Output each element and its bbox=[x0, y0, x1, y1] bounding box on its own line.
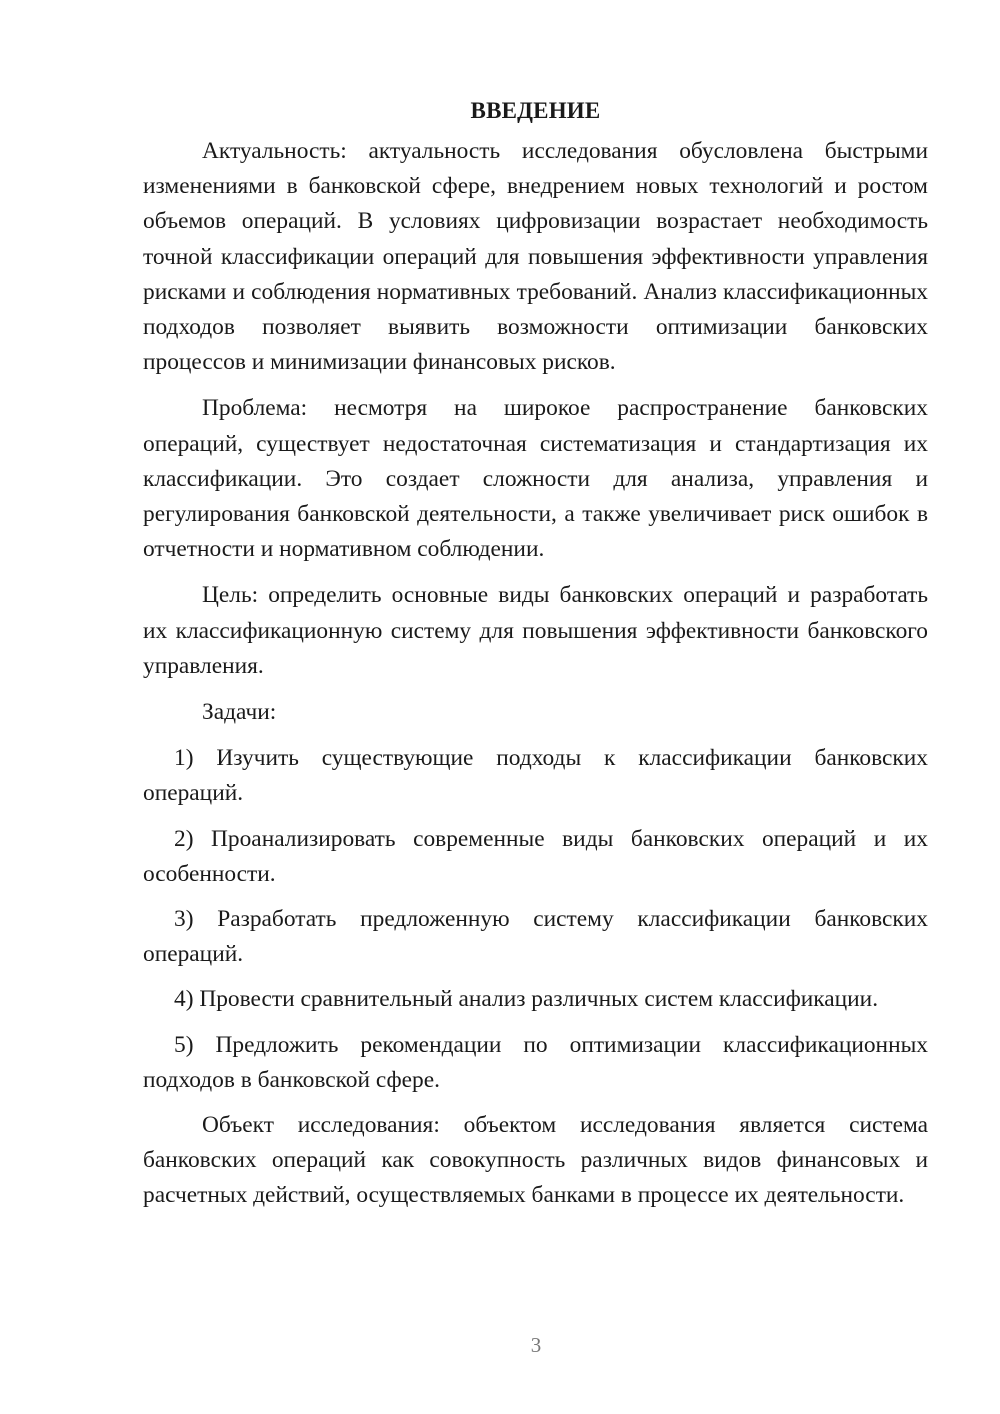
paragraph-problem: Проблема: несмотря на широкое распространение банковских операций, существует недостаточная систематизация и стандартизация их классификации. Это создает сложности для анализа, управления и регулирования банковской деятельности, а также увеличивает риск ошибок в отчетности и нормативном соблюдении. bbox=[143, 395, 928, 563]
tasks-label: Задачи: bbox=[202, 699, 277, 726]
paragraph-relevance: Актуальность: актуальность исследования обусловлена быстрыми изменениями в банковской сфере, внедрением новых технологий и ростом объемов операций. В условиях цифровизации возрастает необходимость точной классификации операций для повышения эффективности управления рисками и соблюдения нормативных требований. Анализ классификационных подходов позволяет выявить возможности оптимизации банковских процессов и минимизации финансовых рисков. bbox=[143, 138, 928, 376]
paragraph-goal: Цель: определить основные виды банковских операций и разработать их классификационную систему для повышения эффективности банковского управления. bbox=[143, 582, 928, 679]
task-item-2: 2) Проанализировать современные виды банковских операций и их особенности. bbox=[143, 825, 928, 887]
task-item-3: 3) Разработать предложенную систему классификации банковских операций. bbox=[143, 906, 928, 968]
task-item-1: 1) Изучить существующие подходы к классификации банковских операций. bbox=[143, 745, 928, 807]
task-item-5: 5) Предложить рекомендации по оптимизации классификационных подходов в банковской сфере. bbox=[143, 1031, 928, 1093]
section-heading: ВВЕДЕНИЕ bbox=[470, 98, 601, 123]
page-number: 3 bbox=[530, 1333, 542, 1357]
task-item-4: 4) Провести сравнительный анализ различных систем классификации. bbox=[174, 986, 879, 1013]
page-content bbox=[143, 93, 928, 1225]
paragraph-object: Объект исследования: объектом исследования является система банковских операций как совокупность различных видов финансовых и расчетных действий, осуществляемых банками в процессе их деятельности. bbox=[143, 1112, 928, 1209]
